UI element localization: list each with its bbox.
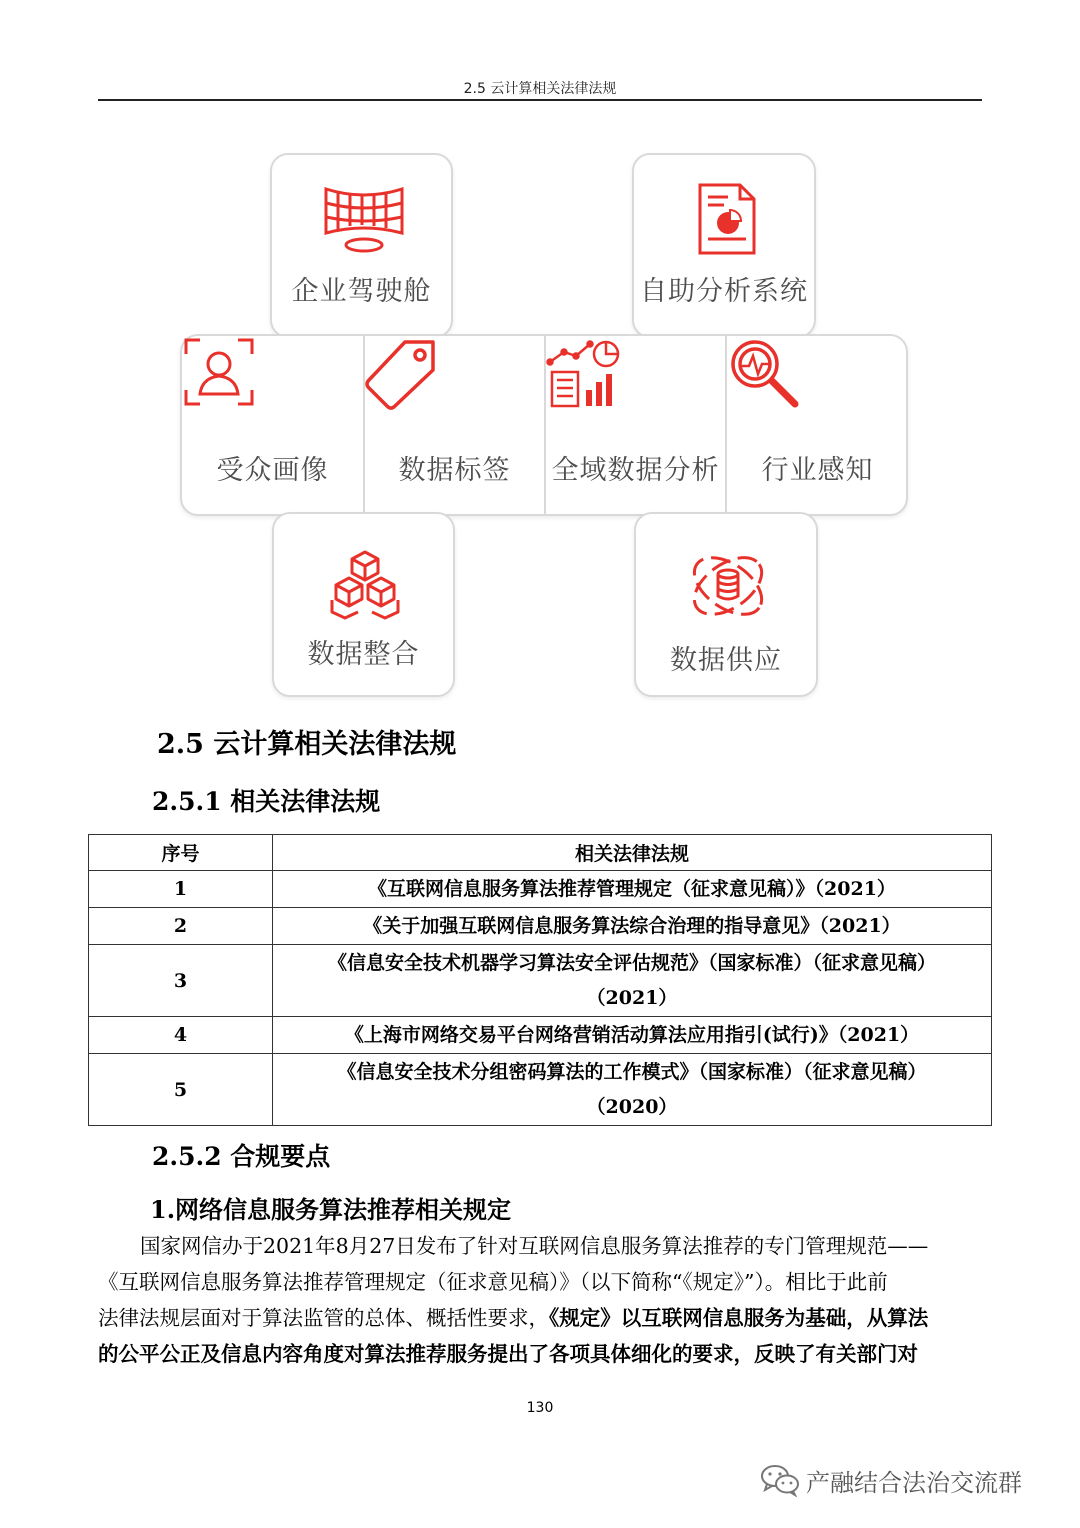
table-row	[89, 1017, 992, 1054]
cubes-icon	[328, 548, 402, 620]
running-header: 2.5 云计算相关法律法规	[463, 81, 617, 97]
user-profile-icon	[182, 336, 256, 408]
paragraph-line: 《互联网信息服务算法推荐管理规定（征求意见稿）》（以下简称“《规定》”）。相比于此前	[98, 1270, 888, 1294]
tile-label-self-analysis: 自助分析系统	[640, 276, 808, 307]
table-row	[89, 908, 992, 945]
row-law: 《上海市网络交易平台网络营销活动算法应用指引(试行)》（2021）	[273, 1017, 992, 1054]
watermark	[760, 1460, 1022, 1500]
header-rule	[98, 99, 982, 101]
watermark-text: 产融结合法治交流群	[806, 1468, 1022, 1497]
table-row	[89, 1054, 992, 1126]
laws-table	[88, 834, 992, 1126]
report-icon	[696, 181, 758, 257]
row-number: 2	[89, 908, 273, 945]
tag-icon	[365, 336, 439, 410]
paragraph-text: 法律法规层面对于算法监管的总体、概括性要求，	[98, 1306, 549, 1330]
row-law-line: 《信息安全技术机器学习算法安全评估规范》（国家标准）（征求意见稿）	[327, 951, 936, 974]
row-number: 1	[89, 871, 273, 908]
table-header-row	[89, 835, 992, 871]
page-number: 130	[526, 1400, 554, 1416]
tile-data-tags	[365, 336, 544, 514]
row-law-line: （2020）	[586, 1095, 678, 1118]
table-row	[89, 871, 992, 908]
paragraph-bold-text: 《规定》以互联网信息服务为基础，从算法	[549, 1306, 929, 1330]
tile-data-integration	[272, 512, 455, 697]
paragraph-bold-text: 的公平公正及信息内容角度对算法推荐服务提出了各项具体细化的要求，反映了有关部门对	[98, 1342, 918, 1366]
point-title: 1.网络信息服务算法推荐相关规定	[150, 1195, 512, 1224]
row-law	[273, 945, 992, 1017]
row-law	[273, 1054, 992, 1126]
tile-label-global-analysis: 全域数据分析	[551, 455, 720, 486]
row-law: 《关于加强互联网信息服务算法综合治理的指导意见》（2021）	[273, 908, 992, 945]
cockpit-icon	[322, 183, 406, 255]
tile-global-data-analysis	[546, 336, 725, 514]
wechat-icon	[760, 1463, 800, 1497]
tile-data-supply	[634, 512, 818, 697]
tile-label-integration: 数据整合	[307, 639, 420, 670]
row-number: 5	[89, 1054, 273, 1126]
paragraph-line	[98, 1300, 984, 1336]
tile-enterprise-cockpit	[270, 153, 453, 338]
tile-audience-profile	[182, 336, 363, 514]
section-title: 2.5 云计算相关法律法规	[157, 729, 457, 760]
row-law-line: （2021）	[586, 986, 678, 1009]
magnifier-icon	[727, 336, 801, 410]
table-header-number: 序号	[89, 835, 273, 871]
row-number: 3	[89, 945, 273, 1017]
tile-label-industry: 行业感知	[761, 455, 874, 486]
tile-self-analysis	[632, 153, 816, 338]
tile-label-tags: 数据标签	[398, 455, 511, 486]
paragraph-line	[98, 1336, 984, 1372]
row-number: 4	[89, 1017, 273, 1054]
analytics-icon	[546, 336, 622, 410]
tile-label-audience: 受众画像	[216, 455, 329, 486]
tile-industry-perception	[727, 336, 908, 514]
body-paragraph	[98, 1228, 984, 1372]
table-header-laws: 相关法律法规	[273, 835, 992, 871]
subsection-compliance-title: 2.5.2 合规要点	[152, 1142, 331, 1171]
subsection-laws-title: 2.5.1 相关法律法规	[152, 787, 381, 816]
table-row	[89, 945, 992, 1017]
tile-label-supply: 数据供应	[670, 645, 782, 676]
diagram-middle-band	[180, 334, 908, 516]
paragraph-line: 国家网信办于2021年8月27日发布了针对互联网信息服务算法推荐的专门管理规范——	[140, 1234, 929, 1258]
row-law-line: 《信息安全技术分组密码算法的工作模式》（国家标准）（征求意见稿）	[337, 1060, 927, 1083]
tile-label-cockpit: 企业驾驶舱	[291, 276, 432, 307]
data-orbit-icon	[686, 546, 770, 626]
row-law: 《互联网信息服务算法推荐管理规定（征求意见稿）》（2021）	[273, 871, 992, 908]
